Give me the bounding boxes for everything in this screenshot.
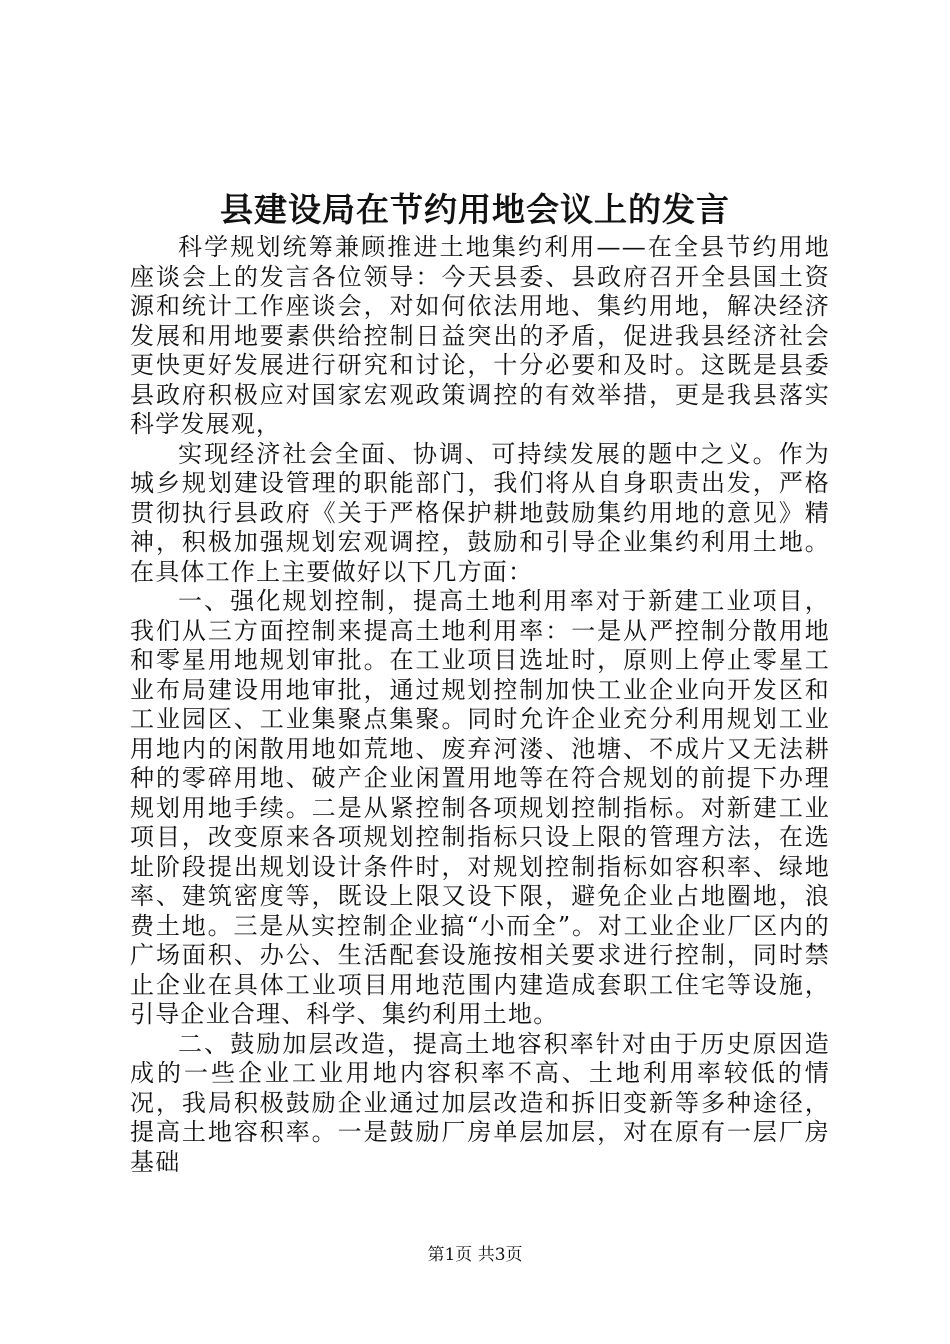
- page-number-footer: 第1页 共3页: [427, 1245, 523, 1265]
- paragraph-4: 二、鼓励加层改造，提高土地容积率针对由于历史原因造成的一些企业工业用地内容积率不高、土地利用率较低的情况，我局积极鼓励企业通过加层改造和拆旧变新等多种途径，提高土地容积率。一是鼓励厂房单层加层，对在原有一层厂房基础: [130, 1029, 830, 1176]
- paragraph-2: 实现经济社会全面、协调、可持续发展的题中之义。作为城乡规划建设管理的职能部门，我们将从自身职责出发，严格贯彻执行县政府《关于严格保护耕地鼓励集约用地的意见》精神，积极加强规划宏观调控，鼓励和引导企业集约利用土地。在具体工作上主要做好以下几方面：: [130, 439, 830, 586]
- document-body: [130, 233, 830, 1177]
- paragraph-3: 一、强化规划控制，提高土地利用率对于新建工业项目，我们从三方面控制来提高土地利用率：一是从严控制分散用地和零星用地规划审批。在工业项目选址时，原则上停止零星工业布局建设用地审批，通过规划控制加快工业企业向开发区和工业园区、工业集聚点集聚。同时允许企业充分利用规划工业用地内的闲散用地如荒地、废弃河溇、池塘、不成片又无法耕种的零碎用地、破产企业闲置用地等在符合规划的前提下办理规划用地手续。二是从紧控制各项规划控制指标。对新建工业项目，改变原来各项规划控制指标只设上限的管理方法，在选址阶段提出规划设计条件时，对规划控制指标如容积率、绿地率、建筑密度等，既设上限又设下限，避免企业占地圈地，浪费土地。三是从实控制企业搞“小而全”。对工业企业厂区内的广场面积、办公、生活配套设施按相关要求进行控制，同时禁止企业在具体工业项目用地范围内建造成套职工住宅等设施，引导企业合理、科学、集约利用土地。: [130, 587, 830, 1028]
- document-title: 县建设局在节约用地会议上的发言: [220, 190, 730, 229]
- paragraph-1: 科学规划统筹兼顾推进土地集约利用——在全县节约用地座谈会上的发言各位领导：今天县委、县政府召开全县国土资源和统计工作座谈会，对如何依法用地、集约用地，解决经济发展和用地要素供给控制日益突出的矛盾，促进我县经济社会更快更好发展进行研究和讨论，十分必要和及时。这既是县委县政府积极应对国家宏观政策调控的有效举措，更是我县落实科学发展观，: [130, 233, 830, 438]
